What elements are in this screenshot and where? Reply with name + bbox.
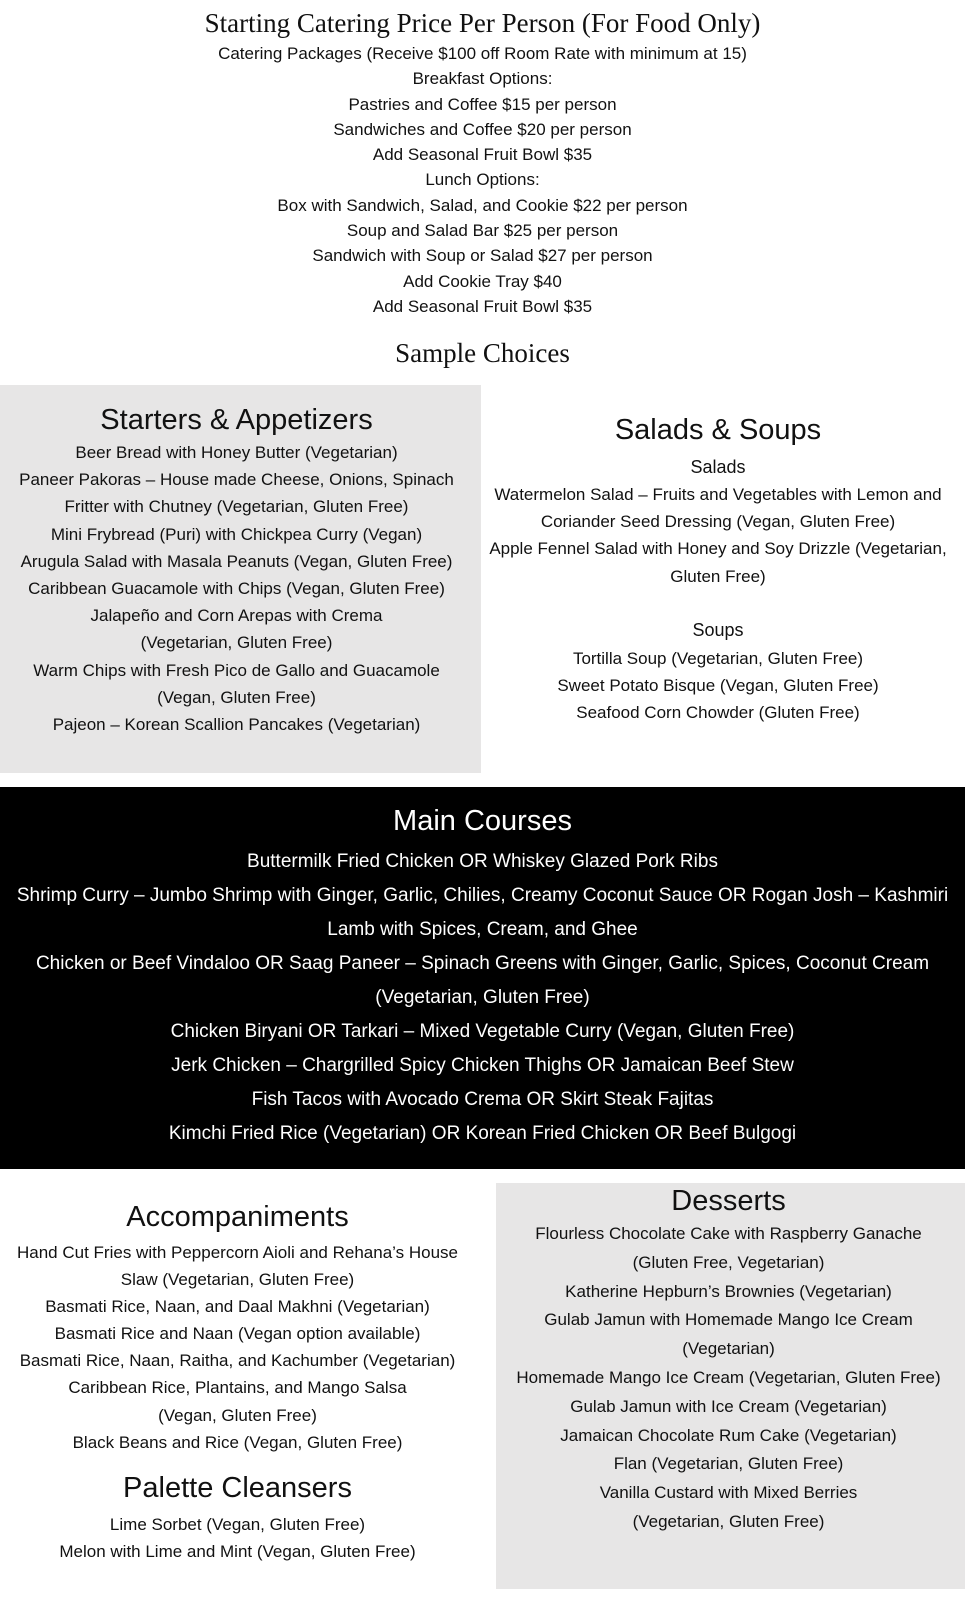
list-item: Watermelon Salad – Fruits and Vegetables with Lemon and xyxy=(494,485,942,504)
list-item: Shrimp Curry – Jumbo Shrimp with Ginger, Garlic, Chilies, Creamy Coconut Sauce OR Rogan Josh – Kashmiri xyxy=(16,885,949,906)
starters-title: Starters & Appetizers xyxy=(100,404,373,436)
pricing-line: Soup and Salad Bar $25 per person xyxy=(346,221,619,241)
pricing-line: Sandwiches and Coffee $20 per person xyxy=(333,119,632,139)
list-item: (Vegan, Gluten Free) xyxy=(157,687,316,707)
list-item: (Gluten Free, Vegetarian) xyxy=(632,1252,825,1272)
list-item: Basmati Rice and Naan (Vegan option available) xyxy=(54,1324,421,1344)
starters-list xyxy=(0,439,473,738)
list-item: Jalapeño and Corn Arepas with Crema xyxy=(90,606,383,626)
list-item: Fish Tacos with Avocado Crema OR Skirt Steak Fajitas xyxy=(251,1089,714,1110)
pricing-line: Add Seasonal Fruit Bowl $35 xyxy=(372,145,593,165)
list-item: Hand Cut Fries with Peppercorn Aioli and Rehana’s House xyxy=(17,1243,458,1262)
list-item: Apple Fennel Salad with Honey and Soy Drizzle (Vegetarian, xyxy=(489,539,947,559)
list-item: Katherine Hepburn’s Brownies (Vegetarian) xyxy=(565,1281,892,1301)
pricing-line: Box with Sandwich, Salad, and Cookie $22 per person xyxy=(277,195,688,215)
pricing-title: Starting Catering Price Per Person (For Food Only) xyxy=(204,8,761,38)
list-item: Caribbean Guacamole with Chips (Vegan, Gluten Free) xyxy=(28,579,445,599)
main-courses-list xyxy=(0,845,965,1151)
salads-soups-title: Salads & Soups xyxy=(614,414,822,446)
list-item: Fritter with Chutney (Vegetarian, Gluten Free) xyxy=(64,497,409,517)
desserts-list xyxy=(496,1220,961,1537)
list-item: (Vegan, Gluten Free) xyxy=(158,1405,317,1425)
list-item: Basmati Rice, Naan, Raitha, and Kachumber (Vegetarian) xyxy=(19,1351,456,1371)
palette-cleansers-list xyxy=(0,1511,475,1565)
list-item: Lamb with Spices, Cream, and Ghee xyxy=(327,919,638,940)
soups-subheading: Soups xyxy=(692,620,744,640)
list-item: (Vegetarian) xyxy=(682,1339,775,1359)
list-item: Paneer Pakoras – House made Cheese, Onions, Spinach xyxy=(19,470,454,490)
list-item: Gluten Free) xyxy=(670,566,766,586)
list-item: (Vegetarian, Gluten Free) xyxy=(632,1511,825,1531)
salads-list xyxy=(481,481,955,590)
list-item: Black Beans and Rice (Vegan, Gluten Free) xyxy=(72,1432,403,1452)
sample-choices-title: Sample Choices xyxy=(395,338,570,368)
pricing-line: Catering Packages (Receive $100 off Room Rate with minimum at 15) xyxy=(218,44,747,63)
pricing-line: Sandwich with Soup or Salad $27 per person xyxy=(312,246,653,266)
desserts-title: Desserts xyxy=(671,1185,786,1217)
list-item: Caribbean Rice, Plantains, and Mango Salsa xyxy=(68,1378,407,1398)
list-item: Jerk Chicken – Chargrilled Spicy Chicken Thighs OR Jamaican Beef Stew xyxy=(171,1055,794,1076)
pricing-line: Add Cookie Tray $40 xyxy=(403,271,562,291)
list-item: Gulab Jamun with Homemade Mango Ice Cream xyxy=(544,1310,913,1330)
list-item: Slaw (Vegetarian, Gluten Free) xyxy=(120,1270,355,1290)
main-courses-title: Main Courses xyxy=(393,805,572,837)
pricing-lines xyxy=(0,41,965,319)
pricing-line: Breakfast Options: xyxy=(412,69,553,89)
list-item: Melon with Lime and Mint (Vegan, Gluten Free) xyxy=(59,1542,416,1562)
list-item: (Vegetarian, Gluten Free) xyxy=(375,987,590,1008)
list-item: Buttermilk Fried Chicken OR Whiskey Glazed Pork Ribs xyxy=(247,851,718,872)
list-item: Seafood Corn Chowder (Gluten Free) xyxy=(576,703,860,723)
soups-list xyxy=(481,645,955,727)
list-item: Chicken Biryani OR Tarkari – Mixed Vegetable Curry (Vegan, Gluten Free) xyxy=(170,1021,795,1042)
list-item: Flourless Chocolate Cake with Raspberry Ganache xyxy=(535,1224,922,1243)
list-item: Arugula Salad with Masala Peanuts (Vegan, Gluten Free) xyxy=(20,551,453,571)
list-item: Coriander Seed Dressing (Vegan, Gluten Free) xyxy=(540,512,896,532)
list-item: Warm Chips with Fresh Pico de Gallo and Guacamole xyxy=(33,660,440,680)
salads-subheading: Salads xyxy=(690,457,746,477)
pricing-line: Add Seasonal Fruit Bowl $35 xyxy=(372,296,593,316)
list-item: Pajeon – Korean Scallion Pancakes (Vegetarian) xyxy=(52,715,421,735)
list-item: (Vegetarian, Gluten Free) xyxy=(140,633,333,653)
accompaniments-title: Accompaniments xyxy=(126,1201,349,1233)
list-item: Sweet Potato Bisque (Vegan, Gluten Free) xyxy=(557,676,879,696)
list-item: Mini Frybread (Puri) with Chickpea Curry (Vegan) xyxy=(50,524,423,544)
list-item: Vanilla Custard with Mixed Berries xyxy=(599,1483,858,1503)
list-item: Gulab Jamun with Ice Cream (Vegetarian) xyxy=(570,1396,887,1416)
list-item: Chicken or Beef Vindaloo OR Saag Paneer – Spinach Greens with Ginger, Garlic, Spices, Coconut Cream xyxy=(35,953,930,974)
list-item: Homemade Mango Ice Cream (Vegetarian, Gluten Free) xyxy=(516,1367,941,1387)
pricing-line: Lunch Options: xyxy=(425,170,540,190)
accompaniments-list xyxy=(0,1239,475,1456)
list-item: Tortilla Soup (Vegetarian, Gluten Free) xyxy=(572,649,864,668)
palette-cleansers-title: Palette Cleansers xyxy=(123,1472,352,1504)
list-item: Jamaican Chocolate Rum Cake (Vegetarian) xyxy=(560,1425,897,1445)
list-item: Basmati Rice, Naan, and Daal Makhni (Vegetarian) xyxy=(45,1297,430,1317)
list-item: Kimchi Fried Rice (Vegetarian) OR Korean Fried Chicken OR Beef Bulgogi xyxy=(168,1123,797,1144)
list-item: Lime Sorbet (Vegan, Gluten Free) xyxy=(109,1515,366,1534)
list-item: Flan (Vegetarian, Gluten Free) xyxy=(613,1454,844,1474)
list-item: Beer Bread with Honey Butter (Vegetarian) xyxy=(75,443,398,462)
pricing-line: Pastries and Coffee $15 per person xyxy=(348,94,617,114)
